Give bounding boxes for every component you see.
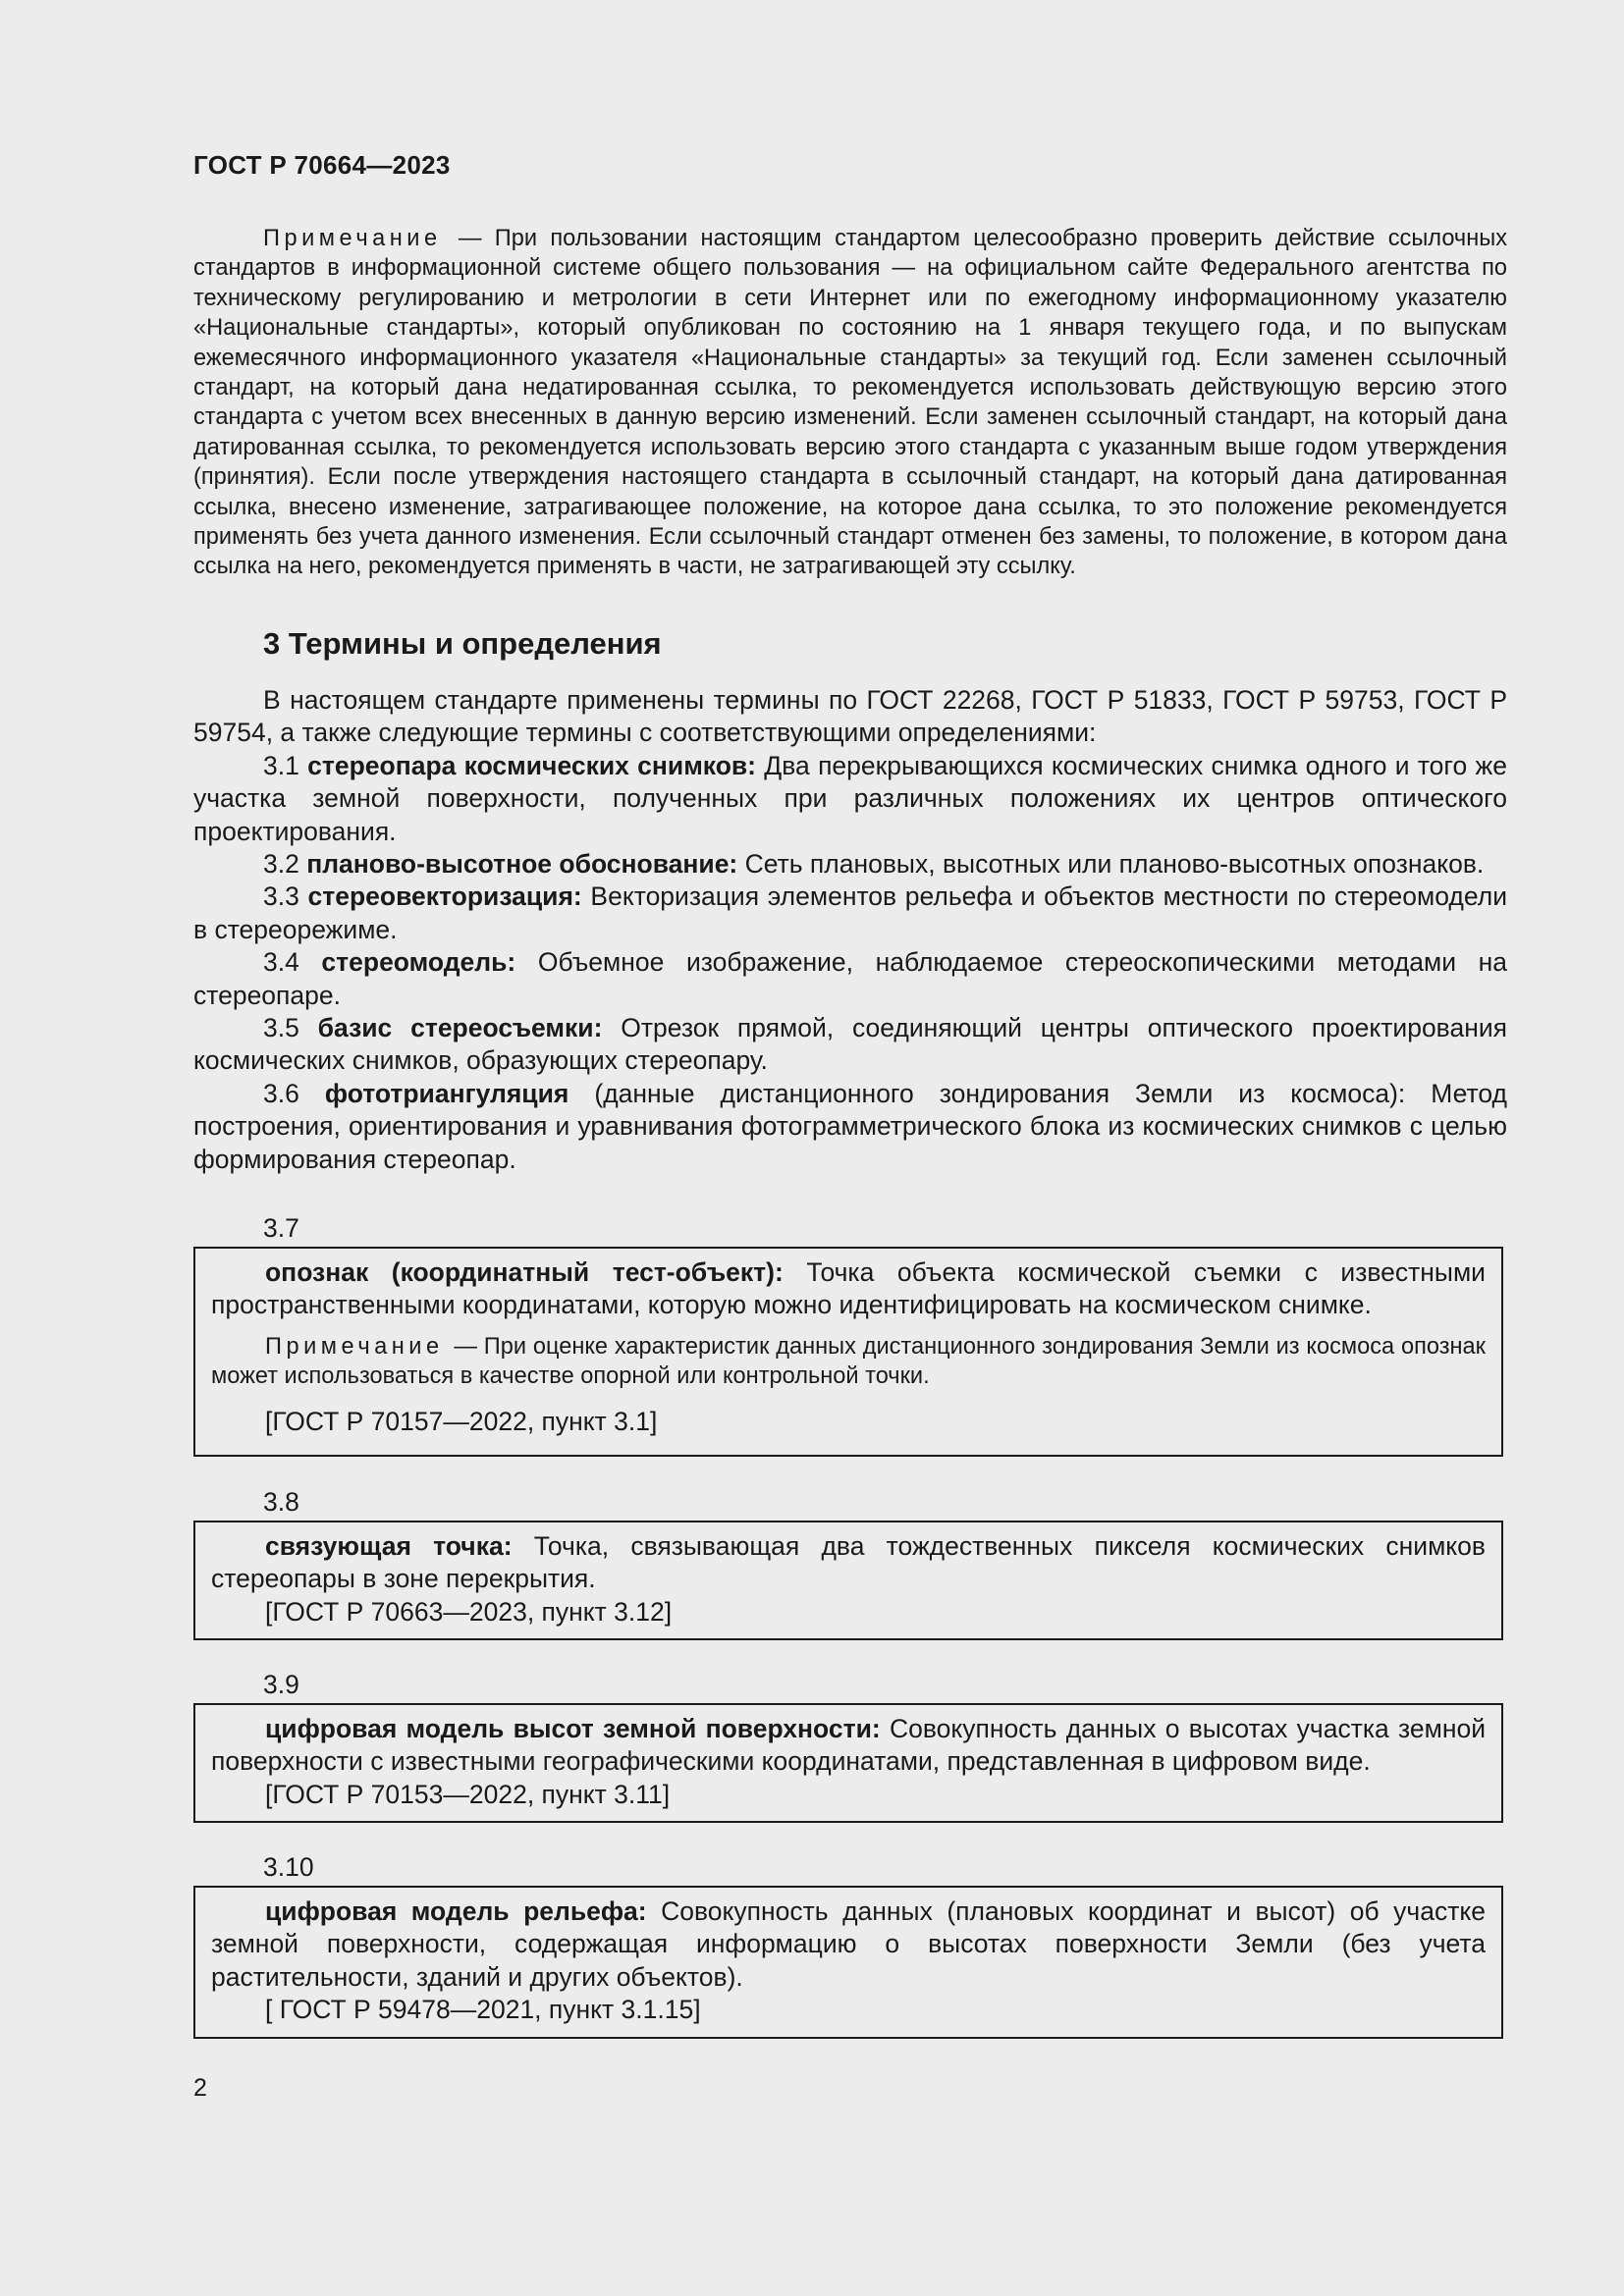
boxed-term-definition: связующая точка: Точка, связывающая два тождественных пикселя космических снимков стереопары в зоне перекрытия. [211, 1531, 1486, 1594]
term-box-3-9 [193, 1703, 1503, 1823]
term-box-3-8 [193, 1521, 1503, 1640]
term-3-6: 3.6 фототриангуляция (данные дистанционного зондирования Земли из космоса): Метод построения, ориентирования и уравнивания фотограмметрического блока из космических снимков с целью формирования стереопар. [193, 1078, 1507, 1174]
reference-note [193, 224, 1507, 582]
term-3-2: 3.2 планово-высотное обоснование: Сеть плановых, высотных или планово-высотных опознаков. [263, 849, 1485, 880]
boxed-term-definition: цифровая модель высот земной поверхности: Совокупность данных о высотах участка земной поверхности с известными географическими координатами, представленная в цифровом виде. [211, 1714, 1486, 1777]
term-3-4: 3.4 стереомодель: Объемное изображение, наблюдаемое стереоскопическими методами на стереопаре. [193, 947, 1508, 1010]
term-box-3-7 [193, 1247, 1503, 1457]
boxed-term-definition: опознак (координатный тест-объект): Точка объекта космической съемки с известными пространственными координатами, которую можно идентифицировать на космическом снимке. [211, 1257, 1486, 1320]
boxed-term-source: [ГОСТ Р 70157—2022, пункт 3.1] [265, 1406, 658, 1436]
page-number: 2 [193, 2074, 207, 2102]
term-3-1: 3.1 стереопара космических снимков: Два перекрывающихся космических снимка одного и того же участка земной поверхности, полученных при различных положениях их центров оптического проектирования. [193, 750, 1507, 846]
boxed-term-source: [ГОСТ Р 70153—2022, пункт 3.11] [265, 1779, 671, 1809]
section-body [193, 684, 1507, 1176]
term-number: 3.7 [263, 1213, 299, 1243]
term-3-3: 3.3 стереовекторизация: Векторизация элементов рельефа и объектов местности по стереомодели в стереорежиме. [193, 881, 1507, 944]
note-label: Примечание [263, 226, 442, 251]
term-number: 3.10 [263, 1852, 314, 1882]
boxed-term-definition: цифровая модель рельефа: Совокупность данных (плановых координат и высот) об участке земной поверхности, содержащая информацию о высотах поверхности Земли (без учета растительности, зданий и других объектов). [211, 1896, 1486, 1992]
section-title: 3 Термины и определения [263, 626, 662, 661]
term-number: 3.9 [263, 1670, 299, 1699]
boxed-term-source: [ ГОСТ Р 59478—2021, пункт 3.1.15] [265, 1995, 701, 2025]
term-3-5: 3.5 базис стереосъемки: Отрезок прямой, соединяющий центры оптического проектирования космических снимков, образующих стереопару. [193, 1013, 1507, 1076]
note-text: — При пользовании настоящим стандартом целесообразно проверить действие ссылочных стандартов в информационной системе общего пользования — на официальном сайте Федерального агентства по техническому регулированию и метрологии в сети Интернет или по ежегодному информационному указателю «Национальные стандарты», который опубликован по состоянию на 1 января текущего года, и по выпускам ежемесячного информационного указателя «Национальные стандарты» за текущий год. Если заменен ссылочный стандарт, на который дана недатированная ссылка, то рекомендуется использовать действующую версию этого стандарта с учетом всех внесенных в данную версию изменений. Если заменен ссылочный стандарт, на который дана датированная ссылка, то рекомендуется использовать версию этого стандарта с указанным выше годом утверждения (принятия). Если после утверждения настоящего стандарта в ссылочный стандарт, на который дана датированная ссылка, внесено изменение, затрагивающее положение, на которое дана ссылка, то это положение рекомендуется применять без учета данного изменения. Если ссылочный стандарт отменен без замены, то положение, в котором дана ссылка на него, рекомендуется применять в части, не затрагивающей эту ссылку. [193, 226, 1507, 580]
term-box-3-10 [193, 1886, 1503, 2039]
boxed-term-source: [ГОСТ Р 70663—2023, пункт 3.12] [265, 1596, 673, 1627]
document-code-header: ГОСТ Р 70664—2023 [193, 150, 451, 180]
boxed-term-note: Примечание — При оценке характеристик данных дистанционного зондирования Земли из космоса опознак может использоваться в качестве опорной или контрольной точки. [211, 1333, 1486, 1390]
term-number: 3.8 [263, 1487, 299, 1517]
section-intro: В настоящем стандарте применены термины по ГОСТ 22268, ГОСТ Р 51833, ГОСТ Р 59753, ГОСТ Р 59754, а также следующие термины с соответствующими определениями: [193, 685, 1507, 748]
